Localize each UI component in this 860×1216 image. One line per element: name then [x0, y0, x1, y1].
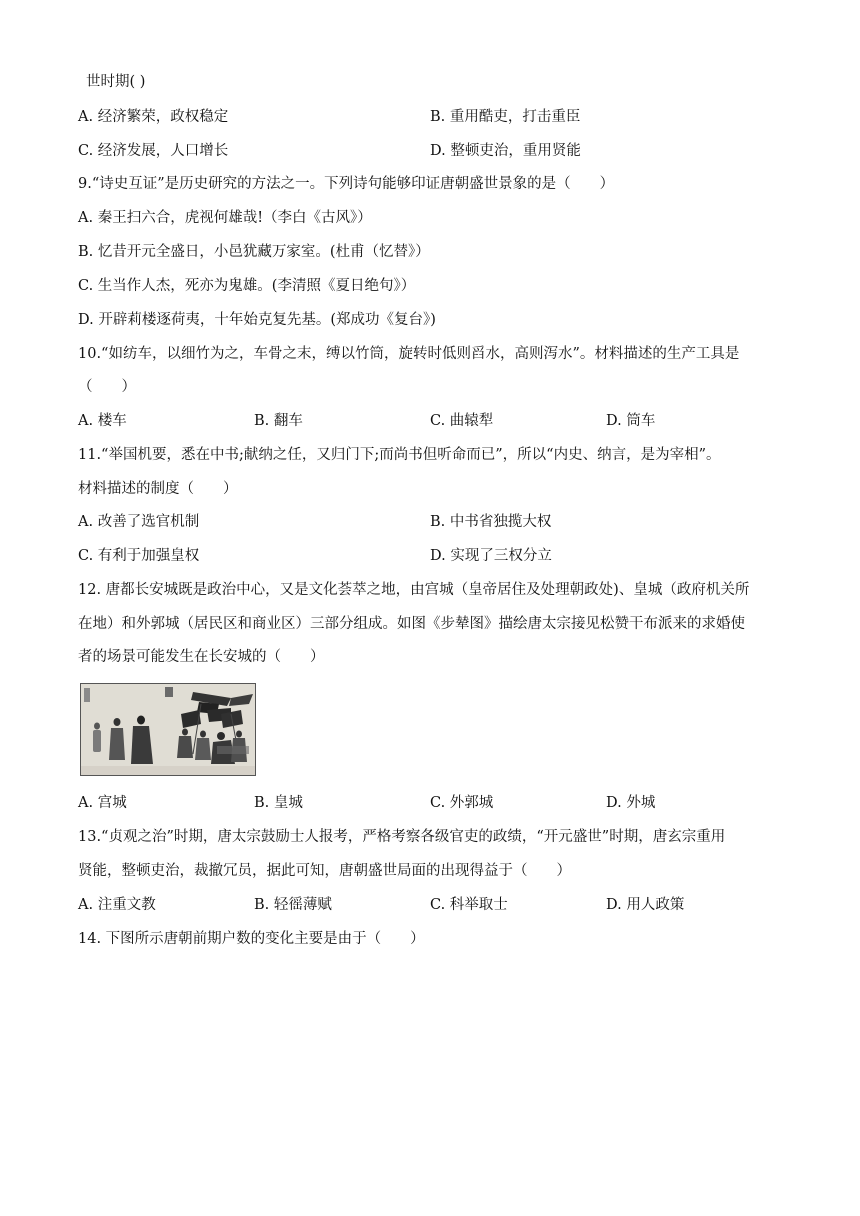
q9-stem: 9.“诗史互证”是历史研究的方法之一。下列诗句能够印证唐朝盛世景象的是（ ） [78, 176, 615, 192]
q10-option-c: C. 曲辕犁 [430, 413, 494, 429]
q12-stem-line2: 在地）和外郭城（居民区和商业区）三部分组成。如图《步辇图》描绘唐太宗接见松赞干布派来的求婚使 [78, 616, 745, 632]
q8-option-c: C. 经济发展，人口增长 [78, 143, 229, 159]
q11-option-a: A. 改善了选官机制 [78, 514, 200, 530]
q11-stem-line2: 材料描述的制度（ ） [78, 481, 238, 497]
q13-option-c: C. 科举取士 [430, 897, 508, 913]
q12-option-d: D. 外城 [606, 795, 656, 811]
q14-stem: 14. 下图所示唐朝前期户数的变化主要是由于（ ） [78, 931, 425, 947]
q12-stem-line3: 者的场景可能发生在长安城的（ ） [78, 649, 325, 665]
q12-option-a: A. 宫城 [78, 795, 127, 811]
q13-option-d: D. 用人政策 [606, 897, 685, 913]
q12-option-c: C. 外郭城 [430, 795, 494, 811]
q10-stem-line1: 10.“如纺车，以细竹为之，车骨之末，缚以竹筒，旋转时低则舀水，高则泻水”。材料描述的生产工具是 [78, 346, 740, 362]
q9-option-c: C. 生当作人杰，死亦为鬼雄。(李清照《夏日绝句》） [78, 278, 416, 294]
bunian-painting-image [80, 683, 256, 776]
q13-option-b: B. 轻徭薄赋 [254, 897, 332, 913]
q9-option-a: A. 秦王扫六合，虎视何雄哉!（李白《古风》） [78, 210, 372, 226]
q11-stem-line1: 11.“举国机要，悉在中书;献纳之任，又归门下;而尚书但听命而已”，所以“内史、纳言，是为宰相”。 [78, 447, 721, 463]
q8-stem-tail: 世时期( ) [86, 74, 146, 90]
q11-option-d: D. 实现了三权分立 [430, 548, 552, 564]
q10-stem-line2: （ ） [78, 379, 136, 395]
q8-option-b: B. 重用酷吏，打击重臣 [430, 109, 581, 125]
q10-option-a: A. 楼车 [78, 413, 127, 429]
q12-option-b: B. 皇城 [254, 795, 303, 811]
q13-option-a: A. 注重文教 [78, 897, 156, 913]
q9-option-b: B. 忆昔开元全盛日，小邑犹藏万家室。(杜甫（忆替》） [78, 244, 430, 260]
q10-option-b: B. 翻车 [254, 413, 303, 429]
q8-option-a: A. 经济繁荣，政权稳定 [78, 109, 229, 125]
q8-option-d: D. 整顿吏治，重用贤能 [430, 143, 581, 159]
q13-stem-line1: 13.“贞观之治”时期，唐太宗鼓励士人报考，严格考察各级官吏的政绩，“开元盛世”时期，唐玄宗重用 [78, 829, 726, 845]
q12-stem-line1: 12. 唐都长安城既是政治中心，又是文化荟萃之地，由宫城（皇帝居住及处理朝政处)、皇城（政府机关所 [78, 582, 750, 598]
q11-option-c: C. 有利于加强皇权 [78, 548, 200, 564]
q13-stem-line2: 贤能，整顿吏治，裁撤冗员，据此可知，唐朝盛世局面的出现得益于（ ） [78, 863, 571, 879]
q11-option-b: B. 中书省独揽大权 [430, 514, 552, 530]
q10-option-d: D. 筒车 [606, 413, 656, 429]
q9-option-d: D. 开辟莉楼逐荷夷，十年始克复先基。(郑成功《复台》) [78, 312, 436, 328]
